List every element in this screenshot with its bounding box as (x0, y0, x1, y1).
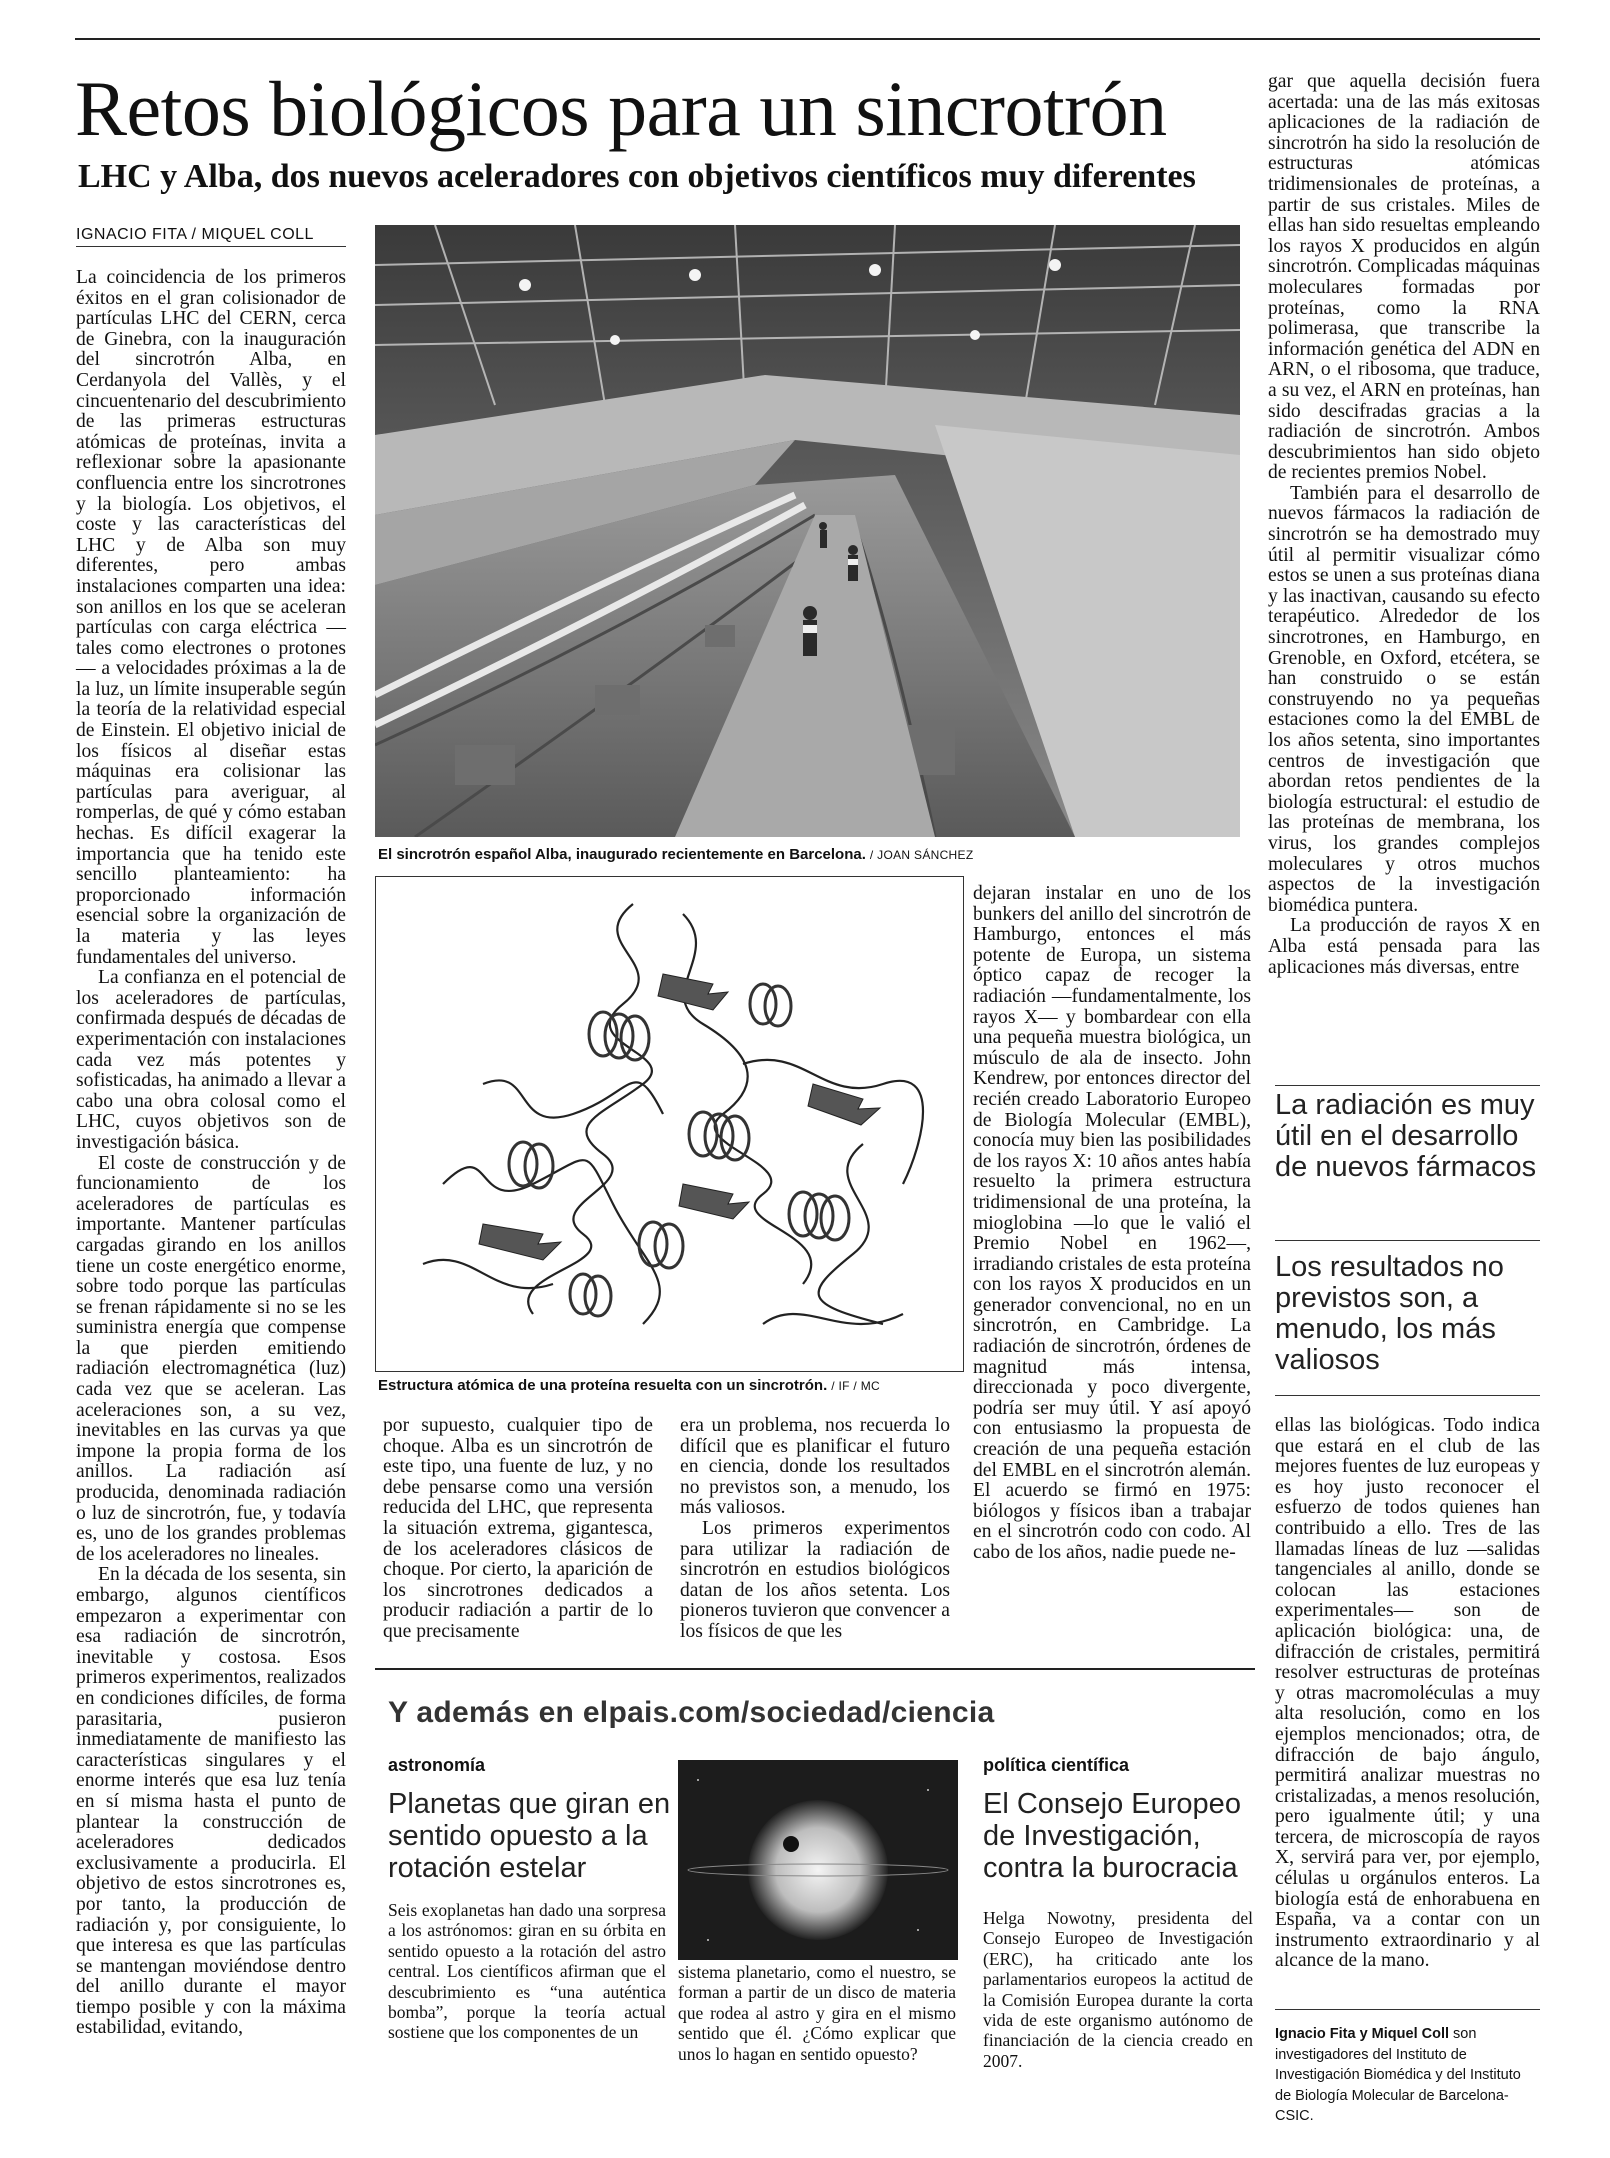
pullquote-rule (1275, 1240, 1540, 1241)
pullquote-2: Los resultados no previstos son, a menudo, los más valiosos (1275, 1251, 1504, 1376)
star-and-planet-image (678, 1760, 958, 1960)
promo-right-category: política científica (983, 1755, 1130, 1775)
protein-caption-text: Estructura atómica de una proteína resuelta con un sincrotrón. (378, 1377, 828, 1394)
pullquote-rule (1275, 1395, 1540, 1396)
bio-rule (1275, 2009, 1540, 2010)
column-5-bottom (1275, 1416, 1540, 1972)
paragraph: gar que aquella decisión fuera acertada: una de las más exitosas aplicaciones de la radiación de sincrotrón ha sido la resolución de estructuras atómicas tridimensionales de proteínas, a partir de sus cristales. Miles de ellas han sido resueltas empleando los rayos X producidos en algún sincrotrón. Complicadas máquinas moleculares formadas por proteínas, como la RNA polimerasa, que transcribe la información genética del ADN en ARN, o el ribosoma, que traduce, a su vez, el ARN en proteínas, han sido descifradas gracias a la radiación de sincrotrón. Ambos descubrimientos han sido objeto de recientes premios Nobel. (1268, 71, 1540, 484)
paragraph: por supuesto, cualquier tipo de choque. Alba es un sincrotrón de este tipo, una fuente de luz, y no debe pensarse como una versión reducida del LHC, que representa la situación extrema, gigantesca, de los aceleradores clásicos de choque. Por cierto, la aparición de los sincrotrones dedicados a producir radiación a partir de lo que precisamente (383, 1415, 653, 1642)
column-1 (76, 268, 346, 2039)
paragraph: dejaran instalar en uno de los bunkers del anillo del sincrotrón de Hamburgo, entonces el más potente de Europa, un sistema óptico capaz de recoger la radiación —fundamentalmente, los rayos X— y bombardear con ella una pequeña muestra biológica, un músculo de ala de insecto. John Kendrew, por entonces director del recién creado Laboratorio Europeo de Biología Molecular (EMBL), conocía muy bien las posibilidades de los rayos X: 10 años antes había resuelto la primera estructura tridimensional de una proteína, la mioglobina —lo que le valió el Premio Nobel en 1962—, irradiando cristales de esta proteína con los rayos X producidos en un generador convencional, no en un sincrotrón, en Cambridge. La radiación de sincrotrón, órdenes de magnitud más intensa, direccionada y poco divergente, podría ser muy útil. Y así apoyó con entusiasmo la propuesta de creación de una pequeña estación del EMBL en el sincrotrón alemán. El acuerdo se firmó en 1975: biólogos y físicos iban a trabajar en el sincrotrón codo con codo. Al cabo de los años, nadie puede ne- (973, 883, 1251, 1563)
paragraph: ellas las biológicas. Todo indica que estará en el club de las mejores fuentes de luz europeas y es hoy justo reconocer el esfuerzo de todos quienes han contribuido a ello. Tres de las llamadas líneas de luz —salidas tangenciales al anillo, donde se colocan las estaciones experimentales— son de aplicación biológica: una, de difracción de cristales, permitirá resolver estructuras de proteínas y otras macromoléculas a muy alta resolución, como en los ejemplos mencionados; otra, de difracción de bajo ángulo, permitirá analizar muestras no cristalizadas, a menos resolución, pero igualmente útil; y una tercera, de microscopía de rayos X, servirá para ver, por ejemplo, células u orgánulos enteros. La biología está de enhorabuena en España, va a contar con un instrumento extraordinario y al alcance de la mano. (1275, 1415, 1540, 1972)
photo-credit: / JOAN SÁNCHEZ (869, 848, 974, 862)
synchrotron-photo (375, 225, 1240, 837)
paragraph: era un problema, nos recuerda lo difícil que es planificar el futuro en ciencia, donde los resultados no previstos son, a menudo, los más valiosos. (680, 1415, 950, 1519)
promo-right-headline[interactable]: El Consejo Europeo de Investigación, contra la burocracia (983, 1788, 1241, 1884)
promo-left-category: astronomía (388, 1755, 486, 1775)
promo-left-text-2: sistema planetario, como el nuestro, se forman a partir de un disco de materia que rodea al astro y gira en el mismo sentido que él. ¿Cómo explicar que unos lo hagan en sentido opuesto? (678, 1962, 956, 2064)
byline: IGNACIO FITA / MIQUEL COLL (76, 226, 346, 247)
paragraph: En la década de los sesenta, sin embargo, algunos científicos empezaron a experimentar con esa radiación de sincrotrón, inevitable y costosa. Esos primeros experimentos, realizados en condiciones difíciles, de forma parasitaria, pusieron inmediatamente de manifiesto las características singulares y el enorme interés que esa luz tenía en sí misma hasta el punto de plantear la construcción de aceleradores dedicados exclusivamente a producirla. El objetivo de estos sincrotrones es, por tanto, la producción de radiación y, por consiguiente, lo que interesa es que las partículas se mantengan moviéndose dentro del anillo durante el mayor tiempo posible y con la máxima estabilidad, evitando, (76, 1564, 346, 2039)
paragraph: Los primeros experimentos para utilizar la radiación de sincrotrón en estudios biológicos datan de los años setenta. Los pioneros tuvieron que convencer a los físicos de que les (680, 1517, 950, 1642)
top-rule (75, 38, 1540, 40)
promo-rule (375, 1668, 1255, 1670)
paragraph: El coste de construcción y de funcionamiento de los aceleradores de partículas es importante. Mantener partículas cargadas girando en los anillos tiene un coste energético enorme, sobre todo porque las partículas se frenan rápidamente si no se les suministra energía que compense la que pierden emitiendo radiación electromagnética (luz) cada vez que se aceleran. Las aceleraciones son, a su vez, inevitables en las curvas ya que impone la propia forma de los anillos. La radiación así producida, denominada radiación o luz de sincrotrón, fue, y todavía es, uno de los grandes problemas de los aceleradores no lineales. (76, 1152, 346, 1565)
column-4 (973, 884, 1251, 1564)
author-bio (1275, 2024, 1540, 2127)
paragraph: La confianza en el potencial de los aceleradores de partículas, confirmada después de décadas de experimentación con instalaciones cada vez más potentes y sofisticadas, ha animado a llevar a cabo una obra colosal como el LHC, cuyos objetivos son de investigación básica. (76, 967, 346, 1153)
photo-caption-text: El sincrotrón español Alba, inaugurado recientemente en Barcelona. (378, 846, 866, 863)
promo-title[interactable]: Y además en elpais.com/sociedad/ciencia (388, 1696, 995, 1729)
paragraph: También para el desarrollo de nuevos fármacos la radiación de sincrotrón se ha demostrado muy útil al permitir visualizar cómo estos se unen a sus proteínas diana y las inactivan, causando su efecto terapéutico. Alrededor de los sincrotrones, en Hamburgo, en Grenoble, en Oxford, etcétera, se han construido o se están construyendo no ya pequeñas estaciones como la del EMBL de los años setenta, sino importantes centros de investigación que abordan retos pendientes de la biología estructural: el estudio de las proteínas de membrana, los virus, los grandes complejos moleculares y otros muchos aspectos de la investigación biomédica puntera. (1268, 482, 1540, 916)
promo-left-text-1: Seis exoplanetas han dado una sorpresa a los astrónomos: giran en su órbita en sentido opuesto a la rotación del astro central. Los científicos afirman que el descubrimiento es “una auténtica bomba”, porque la teoría actual sostiene que los componentes de un (388, 1900, 666, 2043)
paragraph: La producción de rayos X en Alba está pensada para las aplicaciones más diversas, entre (1268, 915, 1540, 978)
protein-caption (378, 1377, 880, 1394)
protein-credit: / IF / MC (831, 1379, 880, 1393)
protein-structure-figure (383, 884, 953, 1359)
exoplanet-image (678, 1760, 958, 1960)
paragraph: La coincidencia de los primeros éxitos en el gran colisionador de partículas LHC del CERN, cerca de Ginebra, con la inauguración del sincrotrón Alba, en Cerdanyola del Vallès, y el cincuentenario del descubrimiento de las primeras estructuras atómicas de proteínas, invita a reflexionar sobre la apasionante confluencia entre los sincrotrones y la biología. Los objetivos, el coste y las características del LHC y de Alba son muy diferentes, pero ambas instalaciones comparten una idea: son anillos en los que se aceleran partículas con carga eléctrica —tales como electrones o protones— a velocidades próximas a la de la luz, un límite insuperable según la teoría de la relatividad especial de Einstein. El objetivo inicial de los físicos al diseñar estas máquinas era colisionar las partículas para averiguar, al romperlas, de qué y cómo estaban hechas. Es difícil exagerar la importancia que ha tenido este sencillo planteamiento: ha proporcionado información esencial sobre la organización de la materia y las leyes fundamentales del universo. (76, 267, 346, 968)
article-subtitle: LHC y Alba, dos nuevos aceleradores con objetivos científicos muy diferentes (78, 158, 1196, 195)
protein-ribbon-diagram (383, 884, 953, 1359)
promo-right-text: Helga Nowotny, presidenta del Consejo Europeo de Investigación (ERC), ha criticado ante los parlamentarios europeos la actitud de la Comisión Europea durante la corta vida de este organismo autónomo de financiación de la ciencia creado en 2007. (983, 1908, 1253, 2071)
promo-left-headline[interactable]: Planetas que giran en sentido opuesto a la rotación estelar (388, 1788, 671, 1884)
column-2 (383, 1416, 653, 1643)
article-title: Retos biológicos para un sincrotrón (75, 65, 1167, 152)
photo-caption (378, 846, 973, 863)
author-bio-text: son investigadores del Instituto de Investigación Biomédica y del Instituto de Biología Molecular de Barcelona-CSIC. (1275, 2026, 1521, 2124)
author-names: Ignacio Fita y Miquel Coll (1275, 2026, 1450, 2042)
pullquote-rule (1275, 1085, 1540, 1086)
synchrotron-hall-image (375, 225, 1240, 837)
column-3 (680, 1416, 950, 1643)
column-5-top (1268, 72, 1540, 978)
pullquote-1: La radiación es muy útil en el desarrollo de nuevos fármacos (1275, 1089, 1537, 1183)
